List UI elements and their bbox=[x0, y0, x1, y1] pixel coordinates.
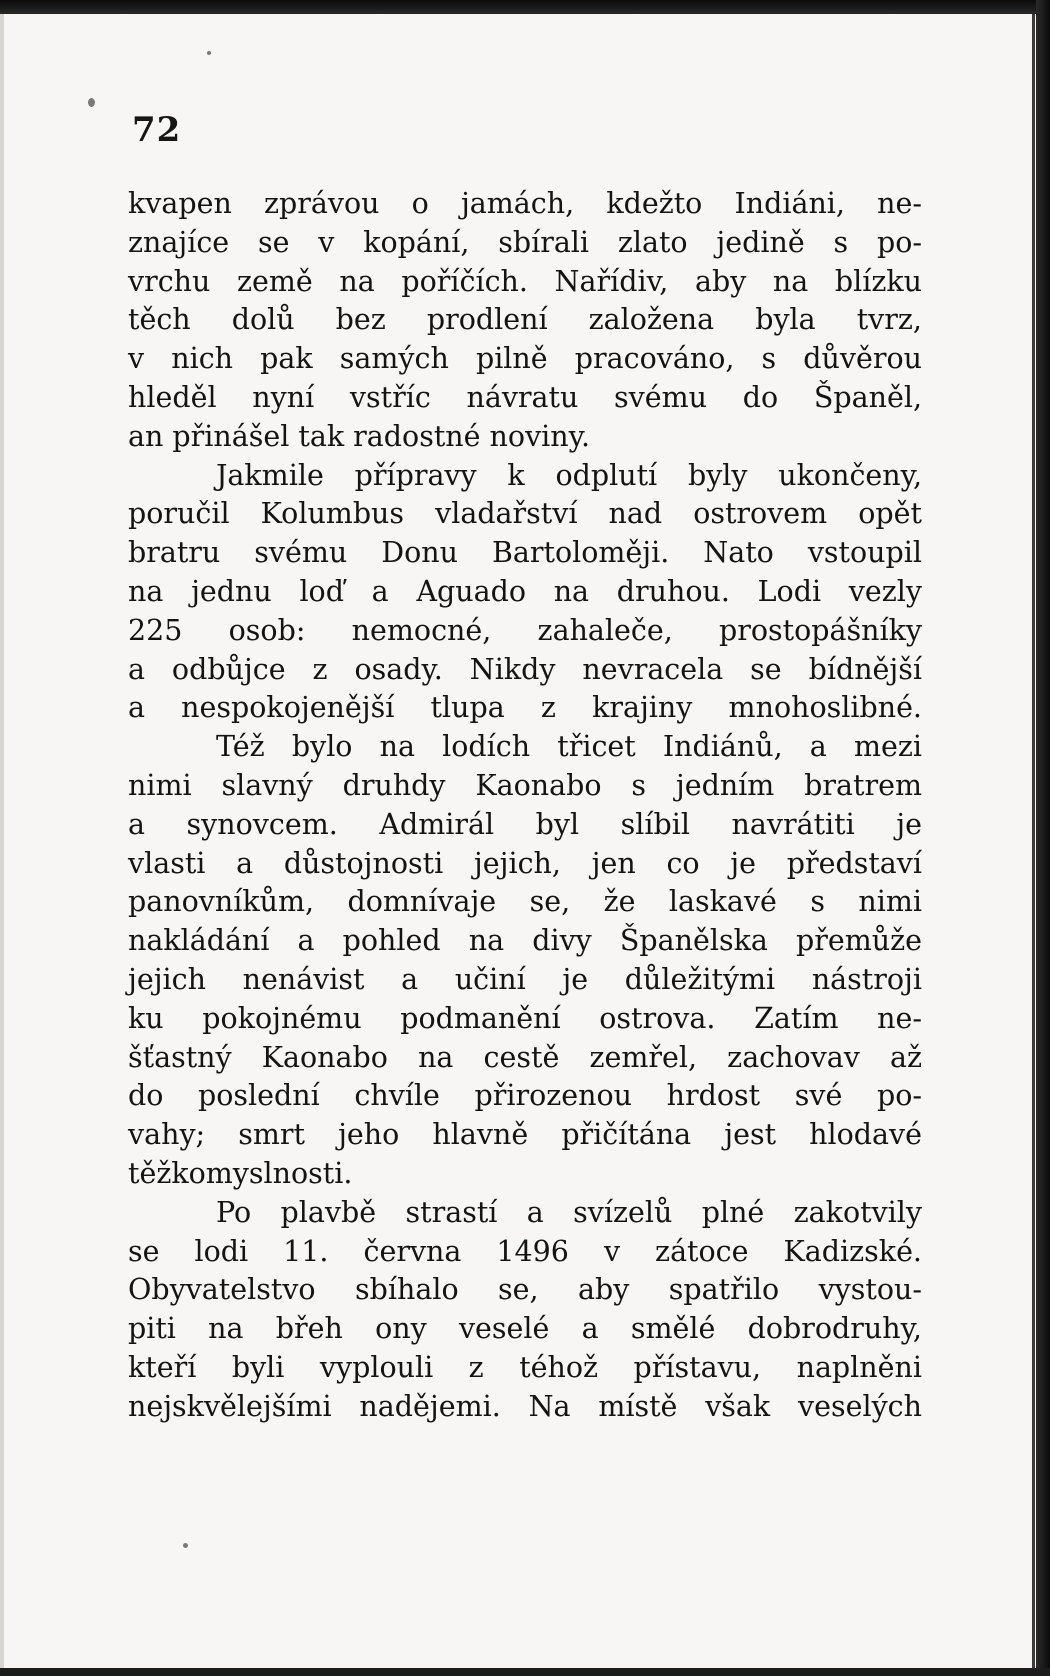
text-line: vrchu země na poříčích. Nařídiv, aby na blízku bbox=[128, 264, 922, 298]
text-line: nejskvělejšími nadějemi. Na místě však veselých bbox=[128, 1389, 922, 1423]
text-line: bratru svému Donu Bartoloměji. Nato vstoupil bbox=[128, 536, 922, 570]
text-line: těžkomyslnosti. bbox=[128, 1156, 353, 1190]
text-line: panovníkům, domnívaje se, že laskavé s nimi bbox=[128, 885, 922, 919]
text-line: piti na břeh ony veselé a smělé dobrodruhy, bbox=[128, 1312, 922, 1346]
text-line: vlasti a důstojnosti jejich, jen co je představí bbox=[128, 846, 922, 880]
text-line: Obyvatelstvo sbíhalo se, aby spatřilo vystou- bbox=[128, 1273, 922, 1307]
scan-edge-right-line bbox=[1032, 14, 1035, 1676]
text-line: nakládání a pohled na divy Španělska přemůže bbox=[128, 924, 922, 958]
text-line: a synovcem. Admirál byl slíbil navrátiti je bbox=[128, 807, 922, 841]
page-number: 72 bbox=[132, 110, 182, 150]
scan-edge-bottom bbox=[0, 1668, 1050, 1676]
scan-speck bbox=[88, 98, 95, 107]
scan-speck bbox=[183, 1543, 188, 1548]
text-line: těch dolů bez prodlení založena byla tvrz, bbox=[128, 303, 922, 337]
scan-edge-top bbox=[0, 0, 1050, 14]
text-line: Jakmile přípravy k odplutí byly ukončeny, bbox=[216, 458, 922, 492]
scan-edge-left bbox=[0, 0, 4, 1676]
text-line: ku pokojnému podmanění ostrova. Zatím ne- bbox=[128, 1001, 922, 1035]
text-line: do poslední chvíle přirozenou hrdost své po- bbox=[128, 1079, 922, 1113]
text-line: a nespokojenější tlupa z krajiny mnohoslibné. bbox=[128, 691, 922, 725]
scan-speck bbox=[207, 51, 211, 55]
text-line: v nich pak samých pilně pracováno, s důvěrou bbox=[128, 342, 922, 376]
text-line: hleděl nyní vstříc návratu svému do Španěl, bbox=[128, 380, 922, 414]
text-line: Též bylo na lodích třicet Indiánů, a mezi bbox=[216, 730, 922, 764]
scan-edge-right bbox=[1036, 0, 1050, 1676]
text-line: nimi slavný druhdy Kaonabo s jedním bratrem bbox=[128, 768, 922, 802]
text-line: kteří byli vyplouli z téhož přístavu, naplněni bbox=[128, 1350, 922, 1384]
text-line: šťastný Kaonabo na cestě zemřel, zachovav až bbox=[128, 1040, 922, 1074]
body-text bbox=[128, 185, 922, 1427]
text-line: Po plavbě strastí a svízelů plné zakotvily bbox=[216, 1195, 922, 1229]
text-line: an přinášel tak radostné noviny. bbox=[128, 419, 591, 453]
text-line: 225 osob: nemocné, zahaleče, prostopášníky bbox=[128, 613, 922, 647]
text-line: na jednu loď a Aguado na druhou. Lodi vezly bbox=[128, 574, 922, 608]
text-line: kvapen zprávou o jamách, kdežto Indiáni, ne- bbox=[128, 187, 922, 220]
text-line: poručil Kolumbus vladařství nad ostrovem opět bbox=[128, 497, 922, 531]
text-line: vahy; smrt jeho hlavně přičítána jest hlodavé bbox=[128, 1118, 922, 1152]
text-line: se lodi 11. června 1496 v zátoce Kadizské. bbox=[128, 1234, 922, 1268]
text-line: jejich nenávist a učiní je důležitými nástroji bbox=[128, 962, 922, 996]
text-line: a odbůjce z osady. Nikdy nevracela se bídnější bbox=[128, 652, 922, 686]
text-line: znajíce se v kopání, sbírali zlato jedině s po- bbox=[128, 225, 922, 259]
